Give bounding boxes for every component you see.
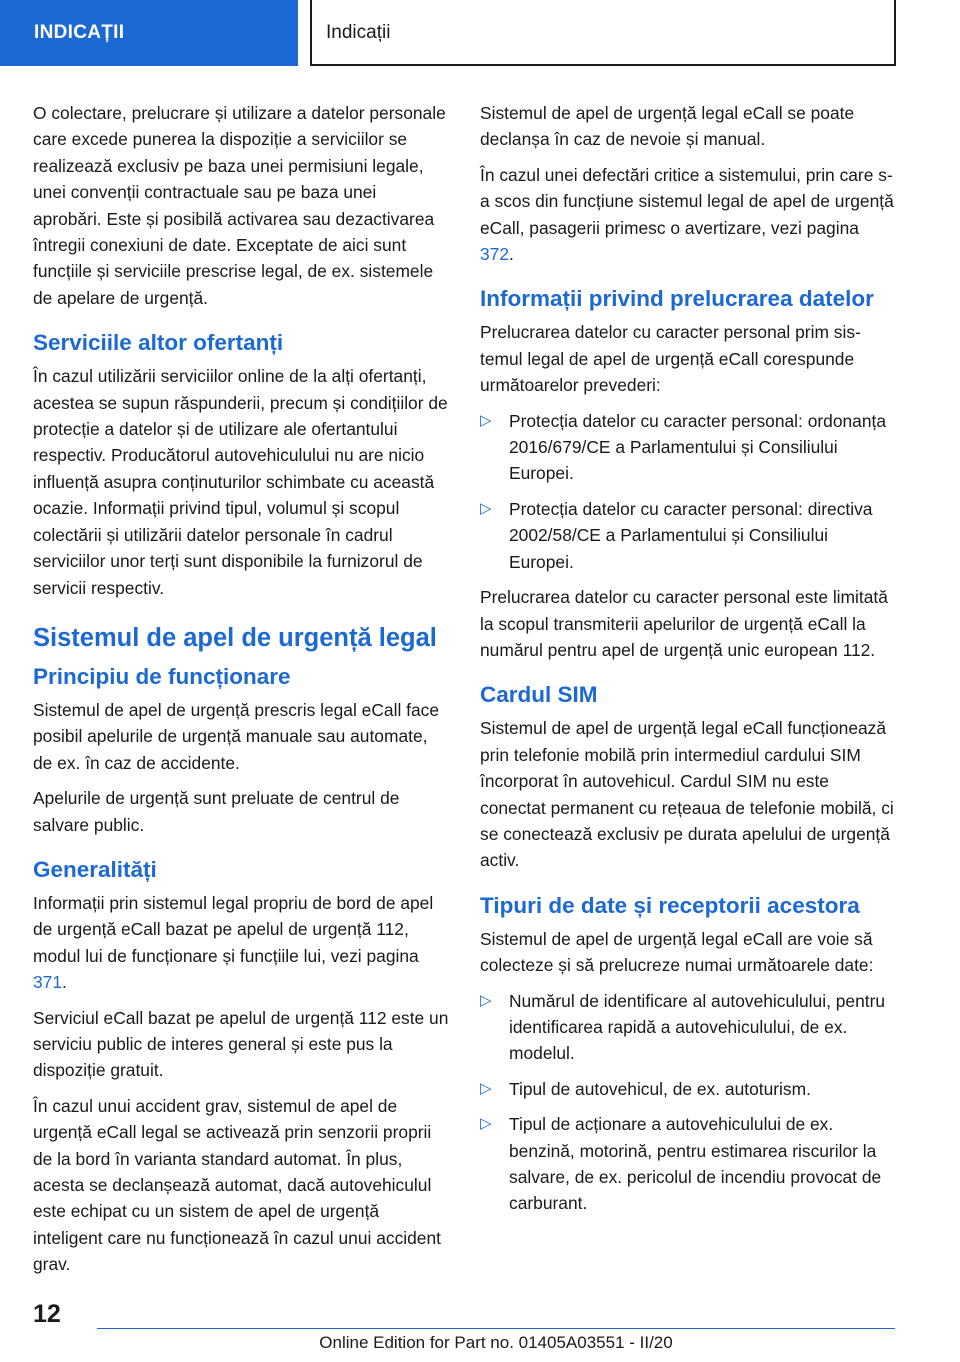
intro-paragraph: O colectare, prelucrare și utilizare a datelor personale care excede punerea la dispoziție a serviciilor se realizează exclusiv pe baza unei permisiuni legale, unei convenții contractuale sau pe baza unei aprobări. Este și posibilă activarea sau dezactivarea întregii conexiuni de date. Exceptate de aici sunt funcțiile și serviciile prescrise legal, de ex. sistemele de apelare de urgență. bbox=[33, 103, 446, 308]
triangle-bullet-icon: ▷ bbox=[480, 1115, 492, 1133]
principle-paragraph: Sistemul de apel de urgență prescris legal eCall face posibil apelurile de urgență manuale sau automate, de ex. în caz de accidente. bbox=[33, 699, 440, 773]
malfunction-end: . bbox=[509, 244, 514, 265]
sim-card-paragraph: Sistemul de apel de urgență legal eCall funcționează prin telefonie mobilă prin intermediul cardului SIM încorporat în autovehicul. Cardul SIM nu este conectat permanent cu rețeaua de telefonie mobilă, ci se conectează exclusiv pe durata apelului de urgență activ. bbox=[480, 718, 894, 871]
heading-principle: Principiu de funcționare bbox=[33, 663, 291, 689]
left-column bbox=[33, 100, 449, 1287]
page-number: 12 bbox=[33, 1300, 61, 1328]
list-item bbox=[480, 408, 896, 487]
data-types-list bbox=[480, 988, 896, 1217]
malfunction-paragraph bbox=[480, 162, 896, 268]
heading-general: Generalități bbox=[33, 856, 157, 882]
list-item-text: Protecția datelor cu caracter personal: ordonanța 2016/679/CE a Parlamentului și Consiliului Europei. bbox=[509, 410, 887, 484]
triangle-bullet-icon: ▷ bbox=[480, 1079, 492, 1097]
list-item bbox=[480, 1111, 896, 1217]
triangle-bullet-icon: ▷ bbox=[480, 991, 492, 1009]
heading-other-providers: Serviciile altor ofertanți bbox=[33, 330, 284, 356]
footer-divider bbox=[97, 1328, 895, 1329]
ecall-service-paragraph: Serviciul eCall bazat pe apelul de urgență 112 este un serviciu public de interes general și este pus la dispoziție gratuit. bbox=[33, 1007, 449, 1081]
list-item-text: Tipul de autovehicul, de ex. autoturism. bbox=[509, 1078, 811, 1099]
list-item-text: Numărul de identificare al autovehiculului, pentru identificarea rapidă a autovehiculului, de ex. modelul. bbox=[509, 990, 886, 1064]
triangle-bullet-icon: ▷ bbox=[480, 499, 492, 517]
manual-trigger-paragraph: Sistemul de apel de urgență legal eCall se poate declanșa în caz de nevoie și manual. bbox=[480, 103, 855, 150]
list-item bbox=[480, 1076, 896, 1102]
heading-data-types: Tipuri de date și receptorii acestora bbox=[480, 892, 860, 918]
regulations-list bbox=[480, 408, 896, 575]
triangle-bullet-icon: ▷ bbox=[480, 411, 492, 429]
page-link-372[interactable]: 372 bbox=[480, 244, 510, 265]
list-item bbox=[480, 988, 896, 1067]
heading-data-processing: Informații privind prelucrarea datelor bbox=[480, 286, 874, 312]
page-header bbox=[0, 0, 960, 66]
general-text: Informații prin sistemul legal propriu de bord de apel de urgență eCall bazat pe apelul de urgență 112, modul lui de funcționare și funcțiile lui, vezi pagina bbox=[33, 892, 434, 966]
list-item-text: Protecția datelor cu caracter personal: directiva 2002/58/CE a Parlamentului și Consiliului Europei. bbox=[509, 498, 873, 572]
heading-emergency-call-system: Sistemul de apel de urgență legal bbox=[33, 623, 437, 652]
right-column bbox=[480, 100, 896, 1226]
chapter-tab: INDICAȚII bbox=[0, 0, 298, 66]
footer-edition: Online Edition for Part no. 01405A03551 - II/20 bbox=[319, 1333, 673, 1352]
malfunction-text: În cazul unei defectări critice a sistemului, prin care s-a scos din funcțiune sistemul legal de apel de urgență eCall, pasagerii primesc o avertizare, vezi pagina bbox=[480, 164, 894, 238]
general-end: . bbox=[62, 972, 67, 993]
list-item bbox=[480, 496, 896, 575]
section-title: Indicații bbox=[326, 22, 391, 43]
list-item-text: Tipul de acționare a autovehiculului de ex. benzină, motorină, pentru estimarea riscurilor la salvare, de ex. pericolul de incendiu provocat de carburant. bbox=[509, 1114, 882, 1214]
general-paragraph bbox=[33, 890, 449, 996]
accident-paragraph: În cazul unui accident grav, sistemul de apel de urgență eCall legal se activează prin senzorii proprii de la bord în varianta standard automat. În plus, acesta se declanșează automat, dacă autovehiculul este echipat cu un sistem de apel de urgență inteligent care nu funcționează în cazul unui accident grav. bbox=[33, 1095, 441, 1275]
page-link-371[interactable]: 371 bbox=[33, 972, 63, 993]
data-processing-paragraph: Prelucrarea datelor cu caracter personal prim sistemul legal de apel de urgență eCall corespunde următoarelor prevederi: bbox=[480, 322, 861, 396]
heading-sim-card: Cardul SIM bbox=[480, 682, 598, 708]
data-types-paragraph: Sistemul de apel de urgență legal eCall are voie să colecteze și să prelucreze numai următoarele date: bbox=[480, 928, 874, 976]
section-box bbox=[310, 0, 896, 66]
processing-limit-paragraph: Prelucrarea datelor cu caracter personal este limitată la scopul transmiterii apelurilor de urgență eCall la numărul pentru apel de urgență unic european 112. bbox=[480, 587, 888, 660]
other-providers-paragraph: În cazul utilizării serviciilor online de la alți ofertanți, acestea se supun răspunderii, precum și condițiilor de protecție a datelor și de utilizare ale ofertantului respectiv. Producătorul autovehiculului nu are nicio influență asupra conținuturilor schimbate cu această ocazie. Informații privind tipul, volumul și scopul colectării și utilizării datelor personale în cadrul serviciilor unor terți sunt disponibile la furnizorul de servicii respectiv. bbox=[33, 366, 448, 598]
rescue-center-paragraph: Apelurile de urgență sunt preluate de centrul de salvare public. bbox=[33, 788, 400, 835]
